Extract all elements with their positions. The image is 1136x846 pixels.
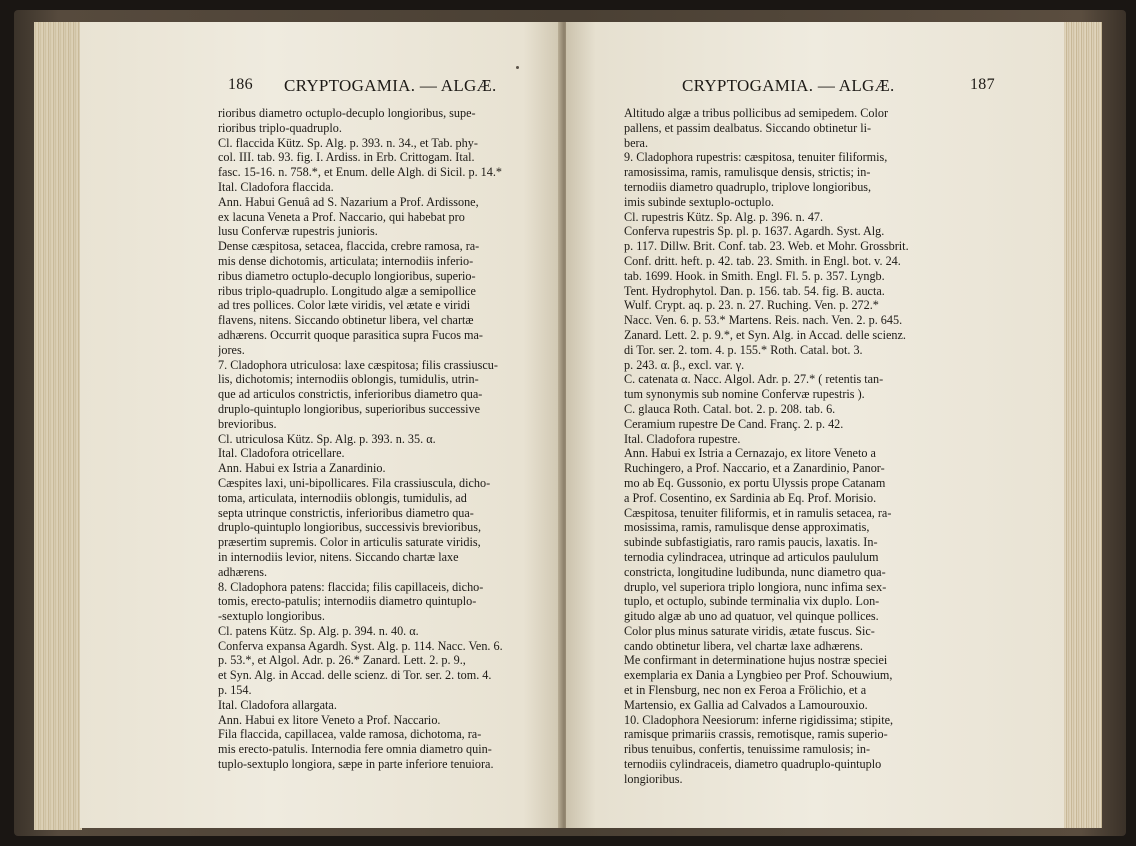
- text-line: C. glauca Roth. Catal. bot. 2. p. 208. tab. 6.: [624, 401, 836, 416]
- text-line: brevioribus.: [218, 416, 277, 431]
- text-line: et in Flensburg, nec non ex Feroa a Frölichio, et a: [624, 683, 867, 698]
- text-line: di Tor. ser. 2. tom. 4. p. 155.* Roth. Catal. bot. 3.: [624, 342, 863, 357]
- text-line: adhærens. Occurrit quoque parasitica supra Fucos ma-: [218, 327, 483, 342]
- text-line: bera.: [624, 135, 649, 150]
- left-page-number: 186: [228, 76, 253, 93]
- text-line: in internodiis levior, nitens. Siccando chartæ laxe: [218, 549, 459, 564]
- text-line: mo ab Eq. Gussonio, ex portu Ulyssis prope Catanam: [624, 475, 886, 490]
- text-line: druplo, vel superiora triplo longiora, nunc infima sex-: [624, 579, 887, 594]
- text-line: lusu Confervæ rupestris junioris.: [218, 224, 378, 239]
- text-line: Cæspites laxi, uni-bipollicares. Fila crassiuscula, dicho-: [218, 475, 491, 490]
- right-body-text: [624, 106, 968, 787]
- text-line: rioribus triplo-quadruplo.: [218, 120, 342, 135]
- text-line: Cl. rupestris Kütz. Sp. Alg. p. 396. n. 47.: [624, 209, 824, 224]
- text-line: tum synonymis sub nomine Confervæ rupestris ).: [624, 387, 865, 402]
- text-line: mosissima, ramis, ramulisque dense approximatis,: [624, 520, 870, 535]
- right-page-number: 187: [970, 76, 995, 93]
- right-page: [566, 22, 1064, 828]
- text-line: Ital. Cladofora rupestre.: [624, 431, 741, 446]
- text-line: mis dense dichotomis, articulata; internodiis inferio-: [218, 253, 474, 268]
- text-line: subinde subfastigiatis, raro ramis paucis, laxatis. In-: [624, 535, 878, 550]
- right-running-title: CRYPTOGAMIA. — ALGÆ.: [682, 76, 895, 95]
- text-line: 7. Cladophora utriculosa: laxe cæspitosa; filis crassiuscu-: [218, 357, 498, 372]
- text-line: et Syn. Alg. in Accad. delle scienz. di Tor. ser. 2. tom. 4.: [218, 668, 492, 683]
- text-line: septa utrinque constrictis, inferioribus diametro qua-: [218, 505, 474, 520]
- left-page-edges: [34, 22, 82, 830]
- text-line: ramosissima, ramis, ramulisque densis, strictis; in-: [624, 165, 871, 180]
- text-line: Ruchingero, a Prof. Naccario, et a Zanardinio, Panor-: [624, 461, 885, 476]
- text-line: fasc. 15-16. n. 758.*, et Enum. delle Algh. di Sicil. p. 14.*: [218, 165, 503, 180]
- text-line: tuplo, et octuplo, subinde terminalia vix duplo. Lon-: [624, 594, 880, 609]
- text-line: p. 117. Dillw. Brit. Conf. tab. 23. Web. et Mohr. Grossbrit.: [624, 239, 909, 254]
- text-line: Ann. Habui ex Istria a Cernazajo, ex litore Veneto a: [624, 446, 876, 461]
- text-line: adhærens.: [218, 564, 268, 579]
- text-line: gitudo algæ ab uno ad quatuor, vel quinque pollices.: [624, 609, 879, 624]
- text-line: p. 53.*, et Algol. Adr. p. 26.* Zanard. Lett. 2. p. 9.,: [218, 653, 466, 668]
- text-line: ex lacuna Veneta a Prof. Naccario, qui habebat pro: [218, 209, 465, 224]
- right-page-edges: [1062, 22, 1102, 828]
- printing-speck: [516, 66, 519, 69]
- text-line: imis subinde sextuplo-octuplo.: [624, 194, 774, 209]
- text-line: a Prof. Cosentino, ex Sardinia ab Eq. Prof. Morisio.: [624, 490, 877, 505]
- text-line: mis erecto-patulis. Internodia fere omnia diametro quin-: [218, 742, 492, 757]
- text-line: druplo-quintuplo longioribus, superioribus successive: [218, 401, 481, 416]
- text-line: Cl. patens Kütz. Sp. Alg. p. 394. n. 40. α.: [218, 623, 419, 638]
- text-line: Nacc. Ven. 6. p. 53.* Martens. Reis. nach. Ven. 2. p. 645.: [624, 313, 903, 328]
- text-line: tab. 1699. Hook. in Smith. Engl. Fl. 5. p. 357. Lyngb.: [624, 268, 885, 283]
- text-line: ternodia cylindracea, utrinque ad articulos paululum: [624, 549, 879, 564]
- text-line: Conferva rupestris Sp. pl. p. 1637. Agardh. Syst. Alg.: [624, 224, 885, 239]
- text-line: C. catenata α. Nacc. Algol. Adr. p. 27.* ( retentis tan-: [624, 372, 884, 387]
- text-line: Ceramium rupestre De Cand. Franç. 2. p. 42.: [624, 416, 844, 431]
- text-line: pallens, et passim dealbatus. Siccando obtinetur li-: [624, 120, 872, 135]
- text-line: Cl. flaccida Kütz. Sp. Alg. p. 393. n. 34., et Tab. phy-: [218, 135, 478, 150]
- text-line: Ann. Habui Genuâ ad S. Nazarium a Prof. Ardissone,: [218, 194, 479, 209]
- text-line: Martensio, ex Gallia ad Calvados a Lamourouxio.: [624, 697, 868, 712]
- text-line: Fila flaccida, capillacea, valde ramosa, dichotoma, ra-: [218, 727, 482, 742]
- text-line: 8. Cladophora patens: flaccida; filis capillaceis, dicho-: [218, 579, 484, 594]
- text-line: druplo-quintuplo longioribus, successivis brevioribus,: [218, 520, 482, 535]
- text-line: ad tres pollices. Color læte viridis, vel ætate e viridi: [218, 298, 471, 313]
- left-page: [80, 22, 562, 828]
- text-line: 10. Cladophora Neesiorum: inferne rigidissima; stipite,: [624, 712, 894, 727]
- text-line: Conf. dritt. heft. p. 42. tab. 23. Smith. in Engl. bot. v. 24.: [624, 253, 901, 268]
- text-line: exemplaria ex Dania a Lyngbieo per Prof. Schouwium,: [624, 668, 893, 683]
- text-line: Dense cæspitosa, setacea, flaccida, crebre ramosa, ra-: [218, 239, 480, 254]
- text-line: que ad articulos constrictis, inferioribus diametro qua-: [218, 387, 483, 402]
- text-line: longioribus.: [624, 771, 683, 786]
- text-line: toma, articulata, internodiis oblongis, tumidulis, ad: [218, 490, 467, 505]
- text-line: præsertim supremis. Color in articulis saturate viridis,: [218, 535, 481, 550]
- text-line: Ital. Cladofora otricellare.: [218, 446, 345, 461]
- text-line: tomis, erecto-patulis; internodiis diametro quintuplo-: [218, 594, 477, 609]
- text-line: col. III. tab. 93. fig. I. Ardiss. in Erb. Crittogam. Ital.: [218, 150, 475, 165]
- text-line: Ann. Habui ex litore Veneto a Prof. Naccario.: [218, 712, 441, 727]
- text-line: Altitudo algæ a tribus pollicibus ad semipedem. Color: [624, 106, 889, 120]
- text-line: Ital. Cladofora flaccida.: [218, 179, 334, 194]
- text-line: lis, dichotomis; internodiis oblongis, tumidulis, utrin-: [218, 372, 479, 387]
- text-line: rioribus diametro octuplo-decuplo longioribus, supe-: [218, 106, 476, 120]
- text-line: Ital. Cladofora allargata.: [218, 697, 337, 712]
- text-line: p. 154.: [218, 683, 252, 698]
- text-line: ribus tenuibus, confertis, tenuissime ramulosis; in-: [624, 742, 871, 757]
- text-line: ramisque primariis crassis, remotisque, ramis superio-: [624, 727, 888, 742]
- text-line: flavens, nitens. Siccando obtinetur libera, vel chartæ: [218, 313, 474, 328]
- text-line: Ann. Habui ex Istria a Zanardinio.: [218, 461, 386, 476]
- text-line: ternodiis cylindraceis, diametro quadruplo-quintuplo: [624, 757, 882, 772]
- text-line: Wulf. Crypt. aq. p. 23. n. 27. Ruching. Ven. p. 272.*: [624, 298, 879, 313]
- text-line: constricta, longitudine ludibunda, nunc diametro qua-: [624, 564, 886, 579]
- text-line: -sextuplo longioribus.: [218, 609, 325, 624]
- text-line: p. 243. α. β., excl. var. γ.: [624, 357, 745, 372]
- text-line: tuplo-sextuplo longiora, sæpe in parte inferiore tenuiora.: [218, 757, 494, 772]
- text-line: Tent. Hydrophytol. Dan. p. 156. tab. 54. fig. B. aucta.: [624, 283, 885, 298]
- text-line: Color plus minus saturate viridis, ætate fuscus. Sic-: [624, 623, 875, 638]
- text-line: Cæspitosa, tenuiter filiformis, et in ramulis setacea, ra-: [624, 505, 892, 520]
- text-line: cando obtinetur libera, vel chartæ laxe adhærens.: [624, 638, 863, 653]
- text-line: ribus diametro octuplo-decuplo longioribus, superio-: [218, 268, 476, 283]
- text-line: jores.: [218, 342, 245, 357]
- text-line: ribus triplo-quadruplo. Longitudo algæ a semipollice: [218, 283, 476, 298]
- text-line: Me confirmant in determinatione hujus nostræ speciei: [624, 653, 888, 668]
- left-body-text: [218, 106, 546, 772]
- text-line: Cl. utriculosa Kütz. Sp. Alg. p. 393. n. 35. α.: [218, 431, 436, 446]
- text-line: ternodiis diametro quadruplo, triplove longioribus,: [624, 179, 872, 194]
- text-line: 9. Cladophora rupestris: cæspitosa, tenuiter filiformis,: [624, 150, 888, 165]
- left-running-title: CRYPTOGAMIA. — ALGÆ.: [284, 76, 497, 95]
- text-line: Conferva expansa Agardh. Syst. Alg. p. 114. Nacc. Ven. 6.: [218, 638, 503, 653]
- text-line: Zanard. Lett. 2. p. 9.*, et Syn. Alg. in Accad. delle scienz.: [624, 327, 906, 342]
